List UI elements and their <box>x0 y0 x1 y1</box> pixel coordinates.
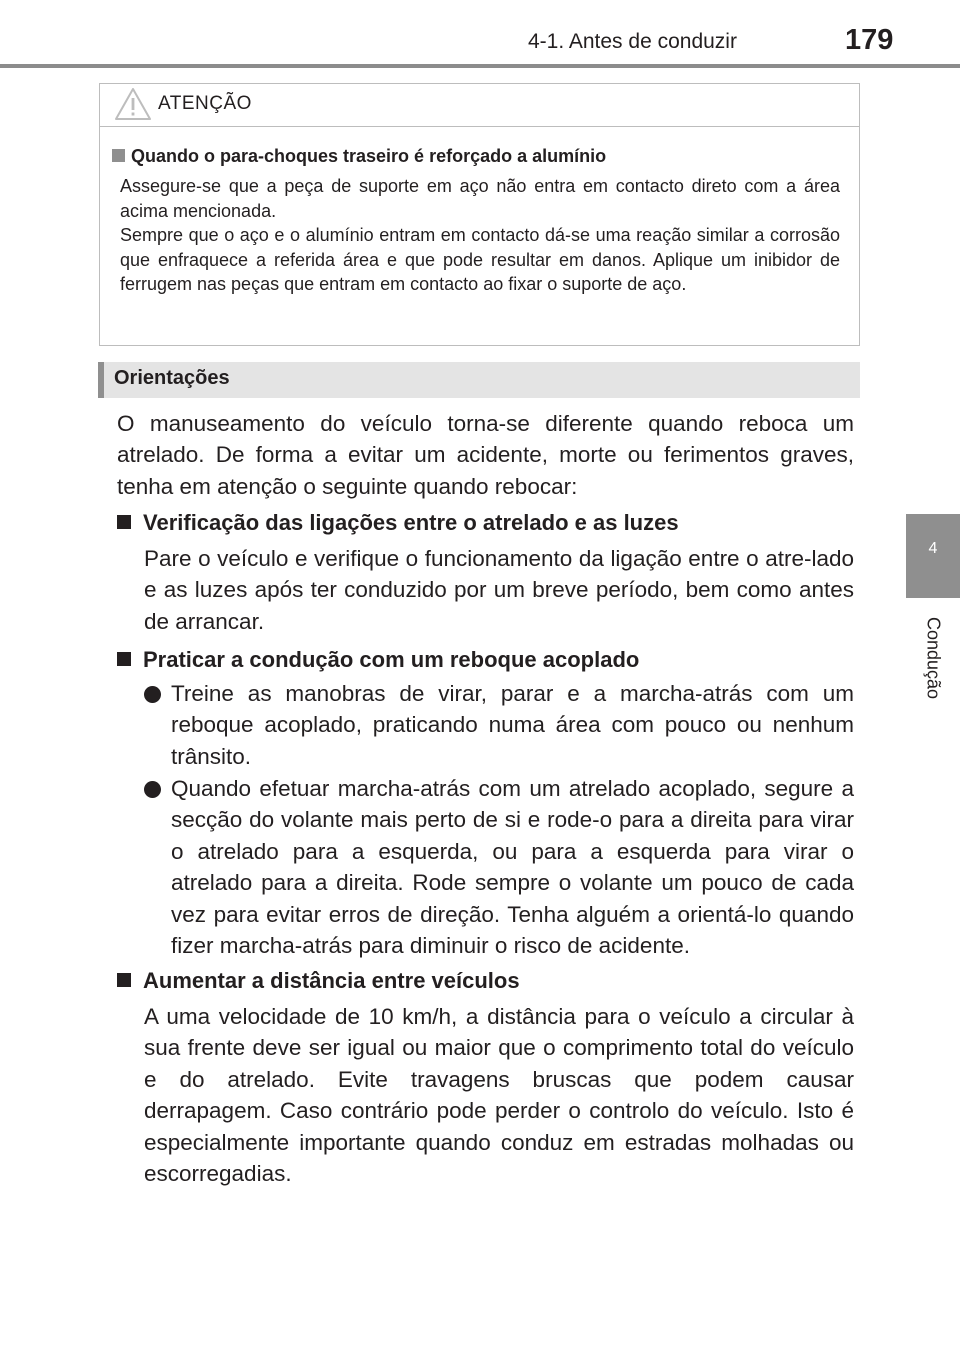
square-bullet-icon <box>117 652 131 666</box>
subsection-heading <box>117 968 520 994</box>
warning-text <box>120 174 840 297</box>
subsection-text: Pare o veículo e verifique o funcionamento da ligação entre o atre-lado e as luzes após ter conduzido por um breve período, bem como antes de arrancar. <box>144 546 854 634</box>
bullet-item <box>171 773 854 961</box>
warning-paragraph: Sempre que o aço e o alumínio entram em contacto dá-se uma reação similar a corrosão que enfraquece a referida área e que pode resultar em danos. Aplique um inibidor de ferrugem nas peças que entram em contacto ao fixar o suporte de aço. <box>120 225 840 295</box>
page-number: 179 <box>845 24 894 56</box>
warning-box <box>99 83 860 346</box>
chapter-label: Condução <box>923 616 944 700</box>
warning-triangle-icon <box>114 87 152 121</box>
round-bullet-icon <box>144 781 161 798</box>
section-heading-bar <box>98 362 860 398</box>
section-heading: Orientações <box>114 367 230 389</box>
subsection-heading <box>117 647 639 673</box>
subsection-heading-text: Praticar a condução com um reboque acoplado <box>143 647 640 672</box>
square-bullet-icon <box>112 149 125 162</box>
subsection-heading-text: Verificação das ligações entre o atrelado e as luzes <box>143 510 679 535</box>
subsection-heading <box>117 510 679 536</box>
header-divider <box>0 64 960 68</box>
subsection-heading-text: Aumentar a distância entre veículos <box>143 968 520 993</box>
page-header <box>0 0 960 68</box>
bullet-item <box>171 678 854 772</box>
warning-paragraph: Assegure-se que a peça de suporte em aço não entra em contacto direto com a área acima mencionada. <box>120 176 840 221</box>
square-bullet-icon <box>117 515 131 529</box>
bullet-text: Quando efetuar marcha-atrás com um atrelado acoplado, segure a secção do volante mais perto de si e rode-o para a direita para virar o atrelado para a esquerda, ou para a esquerda para virar o atrelado para a direita. Rode sempre o volante um pouco de cada vez para evitar erros de direção. Tenha alguém a orientá-lo quando fizer marcha-atrás para diminuir o risco de acidente. <box>171 776 854 959</box>
warning-header <box>100 84 859 127</box>
warning-title: ATENÇÃO <box>158 93 252 114</box>
subsection-paragraph <box>144 543 854 637</box>
warning-subheading <box>112 146 606 167</box>
square-bullet-icon <box>117 973 131 987</box>
intro-text: O manuseamento do veículo torna-se diferente quando reboca um atrelado. De forma a evitar um acidente, morte ou ferimentos graves, tenha em atenção o seguinte quando rebocar: <box>117 411 854 499</box>
subsection-paragraph <box>144 1001 854 1189</box>
chapter-tab <box>906 514 960 598</box>
bullet-text: Treine as manobras de virar, parar e a marcha-atrás com um reboque acoplado, praticando numa área com pouco ou nenhum trânsito. <box>171 681 854 769</box>
subsection-text: A uma velocidade de 10 km/h, a distância para o veículo a circular à sua frente deve ser igual ou maior que o comprimento total do veículo e do atrelado. Evite travagens bruscas que podem causar derrapagem. Caso contrário pode perder o controlo do veículo. Isto é especialmente importante quando conduz em estradas molhadas ou escorregadias. <box>144 1004 854 1187</box>
chapter-label-container <box>906 598 960 718</box>
round-bullet-icon <box>144 686 161 703</box>
intro-paragraph <box>117 408 854 502</box>
warning-subheading-text: Quando o para-choques traseiro é reforçado a alumínio <box>131 146 607 166</box>
section-accent <box>98 362 104 398</box>
chapter-number: 4 <box>928 540 938 557</box>
section-title: 4-1. Antes de conduzir <box>528 30 737 53</box>
